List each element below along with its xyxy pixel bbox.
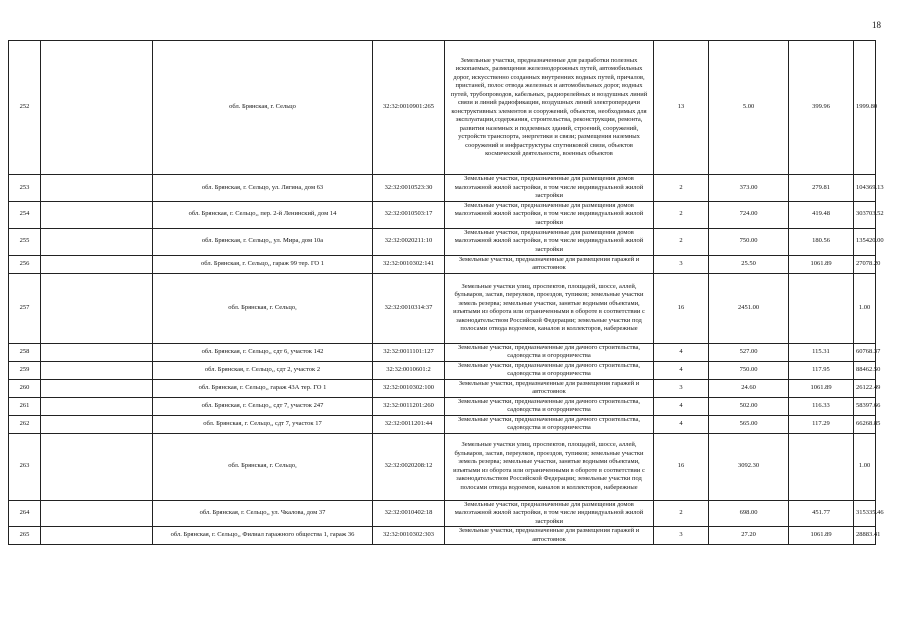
cadastral-number-cell: 32:32:0011201:260 — [373, 397, 445, 415]
table-row — [9, 175, 876, 202]
use-code-cell: 16 — [654, 273, 709, 343]
use-code-cell: 3 — [654, 527, 709, 545]
row-number: 265 — [9, 527, 41, 545]
land-use-cell: Земельные участки, предназначенные для дачного строительства, садоводства и огородничества — [445, 343, 654, 361]
cadastral-cost-cell: 315335.46 — [854, 500, 876, 527]
area-cell: 27.20 — [709, 527, 789, 545]
address-cell: обл. Брянская, г. Сельцо,, пер. 2-й Ленинский, дом 14 — [153, 201, 373, 228]
specific-value-cell: 117.29 — [789, 415, 854, 433]
specific-value-cell — [789, 273, 854, 343]
land-use-cell: Земельные участки, предназначенные для размещения домов малоэтажной жилой застройки, в том числе индивидуальной жилой застройки — [445, 175, 654, 202]
use-code-cell: 4 — [654, 343, 709, 361]
cadastral-number-cell: 32:32:0011101:127 — [373, 343, 445, 361]
use-code-cell: 2 — [654, 201, 709, 228]
specific-value-cell — [789, 433, 854, 500]
area-cell: 5.00 — [709, 41, 789, 175]
cadastral-cost-cell: 135420.00 — [854, 228, 876, 255]
specific-value-cell: 116.33 — [789, 397, 854, 415]
cadastral-cost-cell: 26122.49 — [854, 379, 876, 397]
blank-cell — [41, 415, 153, 433]
row-number: 260 — [9, 379, 41, 397]
address-cell: обл. Брянская, г. Сельцо,, сдт 7, участок 247 — [153, 397, 373, 415]
use-code-cell: 4 — [654, 361, 709, 379]
area-cell: 502.00 — [709, 397, 789, 415]
specific-value-cell: 399.96 — [789, 41, 854, 175]
table-row — [9, 379, 876, 397]
row-number: 262 — [9, 415, 41, 433]
blank-cell — [41, 201, 153, 228]
specific-value-cell: 279.81 — [789, 175, 854, 202]
address-cell: обл. Брянская, г. Сельцо, ул. Лягина, дом 63 — [153, 175, 373, 202]
address-cell: обл. Брянская, г. Сельцо, — [153, 433, 373, 500]
cadastral-number-cell: 32:32:0020211:10 — [373, 228, 445, 255]
blank-cell — [41, 343, 153, 361]
land-registry-table — [8, 40, 884, 545]
cadastral-cost-cell: 66268.85 — [854, 415, 876, 433]
land-use-cell: Земельные участки, предназначенные для размещения домов малоэтажной жилой застройки, в том числе индивидуальной жилой застройки — [445, 201, 654, 228]
row-number: 253 — [9, 175, 41, 202]
use-code-cell: 2 — [654, 228, 709, 255]
land-use-cell: Земельные участки, предназначенные для размещения домов малоэтажной жилой застройки, в том числе индивидуальной жилой застройки — [445, 500, 654, 527]
address-cell: обл. Брянская, г. Сельцо,, ул. Чкалова, дом 37 — [153, 500, 373, 527]
area-cell: 24.60 — [709, 379, 789, 397]
address-cell: обл. Брянская, г. Сельцо,, ул. Мира, дом 10а — [153, 228, 373, 255]
land-use-cell: Земельные участки, предназначенные для размещения гаражей и автостоянок — [445, 527, 654, 545]
address-cell: обл. Брянская, г. Сельцо,, гараж 99 тер. ГО 1 — [153, 255, 373, 273]
use-code-cell: 3 — [654, 255, 709, 273]
area-cell: 565.00 — [709, 415, 789, 433]
address-cell: обл. Брянская, г. Сельцо,, сдт 6, участок 142 — [153, 343, 373, 361]
land-use-cell: Земельные участки, предназначенные для размещения домов малоэтажной жилой застройки, в том числе индивидуальной жилой застройки — [445, 228, 654, 255]
use-code-cell: 3 — [654, 379, 709, 397]
cadastral-number-cell: 32:32:0010302:141 — [373, 255, 445, 273]
use-code-cell: 4 — [654, 397, 709, 415]
blank-cell — [41, 361, 153, 379]
blank-cell — [41, 527, 153, 545]
land-use-cell: Земельные участки улиц, проспектов, площадей, шоссе, аллей, бульваров, застав, переулков, проездов, тупиков; земельные участки земель резерва; земельные участки, занятые водными объектами, изъятыми из оборота или ограниченными в обороте в соответствии с законодательством Российской Федерации; земельные участки под полосами отвода водоемов, каналов и коллекторов, набережные — [445, 273, 654, 343]
cadastral-number-cell: 32:32:0010314:37 — [373, 273, 445, 343]
land-use-cell: Земельные участки, предназначенные для разработки полезных ископаемых, размещения железнодорожных путей, автомобильных дорог, искусственно созданных внутренних водных путей, причалов, пристаней, полос отвода железных и автомобильных дорог, водных путей, трубопроводов, кабельных, радиорелейных и воздушных линий связи и линий радиофикации, воздушных линий электропередачи конструктивных элементов и сооружений, объектов, необходимых для эксплуатации,содержания, строительства, реконструкции, ремонта, развития наземных и подземных зданий, строений, сооружений, устройств транспорта, энергетики и связи; размещения наземных сооружений и инфраструктуры спутниковой связи, объектов космической деятельности, военных объектов — [445, 41, 654, 175]
row-number: 252 — [9, 41, 41, 175]
cadastral-cost-cell: 58397.66 — [854, 397, 876, 415]
cadastral-number-cell: 32:32:0010901:265 — [373, 41, 445, 175]
blank-cell — [41, 379, 153, 397]
specific-value-cell: 1061.89 — [789, 379, 854, 397]
table-row — [9, 415, 876, 433]
cadastral-cost-cell: 1.00 — [854, 433, 876, 500]
table-row — [9, 527, 876, 545]
blank-cell — [41, 500, 153, 527]
cadastral-cost-cell: 28883.41 — [854, 527, 876, 545]
cadastral-cost-cell: 60768.37 — [854, 343, 876, 361]
land-use-cell: Земельные участки улиц, проспектов, площадей, шоссе, аллей, бульваров, застав, переулков, проездов, тупиков; земельные участки земель резерва; земельные участки, занятые водными объектами, изъятыми из оборота или ограниченными в обороте в соответствии с законодательством Российской Федерации; земельные участки под полосами отвода водоемов, каналов и коллекторов, набережные — [445, 433, 654, 500]
row-number: 258 — [9, 343, 41, 361]
table-row — [9, 228, 876, 255]
land-use-cell: Земельные участки, предназначенные для размещения гаражей и автостоянок — [445, 379, 654, 397]
address-cell: обл. Брянская, г. Сельцо,, сдт 2, участок 2 — [153, 361, 373, 379]
table-row — [9, 361, 876, 379]
use-code-cell: 2 — [654, 500, 709, 527]
specific-value-cell: 180.56 — [789, 228, 854, 255]
area-cell: 2451.00 — [709, 273, 789, 343]
address-cell: обл. Брянская, г. Сельцо,, гараж 43А тер. ГО 1 — [153, 379, 373, 397]
specific-value-cell: 451.77 — [789, 500, 854, 527]
row-number: 259 — [9, 361, 41, 379]
specific-value-cell: 1061.89 — [789, 527, 854, 545]
cadastral-number-cell: 32:32:0010503:17 — [373, 201, 445, 228]
cadastral-cost-cell: 303703.52 — [854, 201, 876, 228]
cadastral-number-cell: 32:32:0010601:2 — [373, 361, 445, 379]
cadastral-cost-cell: 88462.50 — [854, 361, 876, 379]
row-number: 256 — [9, 255, 41, 273]
area-cell: 527.00 — [709, 343, 789, 361]
blank-cell — [41, 273, 153, 343]
use-code-cell: 16 — [654, 433, 709, 500]
row-number: 257 — [9, 273, 41, 343]
specific-value-cell: 117.95 — [789, 361, 854, 379]
land-use-cell: Земельные участки, предназначенные для дачного строительства, садоводства и огородничества — [445, 415, 654, 433]
area-cell: 750.00 — [709, 361, 789, 379]
use-code-cell: 2 — [654, 175, 709, 202]
land-use-cell: Земельные участки, предназначенные для дачного строительства, садоводства и огородничества — [445, 361, 654, 379]
row-number: 261 — [9, 397, 41, 415]
use-code-cell: 4 — [654, 415, 709, 433]
table-row — [9, 41, 876, 175]
cadastral-cost-cell: 1.00 — [854, 273, 876, 343]
blank-cell — [41, 228, 153, 255]
cadastral-number-cell: 32:32:0011201:44 — [373, 415, 445, 433]
page-number: 18 — [872, 20, 881, 30]
address-cell: обл. Брянская, г. Сельцо,, сдт 7, участок 17 — [153, 415, 373, 433]
table-row — [9, 433, 876, 500]
address-cell: обл. Брянская, г. Сельцо, — [153, 273, 373, 343]
area-cell: 3092.30 — [709, 433, 789, 500]
table-body — [9, 41, 884, 545]
cadastral-cost-cell: 104369.13 — [854, 175, 876, 202]
address-cell: обл. Брянская, г. Сельцо — [153, 41, 373, 175]
address-cell: обл. Брянская, г. Сельцо,, Филиал гаражного общества 1, гараж 36 — [153, 527, 373, 545]
row-number: 254 — [9, 201, 41, 228]
area-cell: 750.00 — [709, 228, 789, 255]
blank-cell — [41, 397, 153, 415]
table-row — [9, 201, 876, 228]
land-use-cell: Земельные участки, предназначенные для дачного строительства, садоводства и огородничества — [445, 397, 654, 415]
table-row — [9, 397, 876, 415]
blank-cell — [41, 255, 153, 273]
cadastral-cost-cell: 27078.20 — [854, 255, 876, 273]
blank-cell — [41, 433, 153, 500]
row-number: 264 — [9, 500, 41, 527]
table-row — [9, 343, 876, 361]
specific-value-cell: 419.48 — [789, 201, 854, 228]
table-row — [9, 500, 876, 527]
row-number: 263 — [9, 433, 41, 500]
cadastral-number-cell: 32:32:0010302:100 — [373, 379, 445, 397]
cadastral-number-cell: 32:32:0010402:18 — [373, 500, 445, 527]
area-cell: 373.00 — [709, 175, 789, 202]
use-code-cell: 13 — [654, 41, 709, 175]
area-cell: 25.50 — [709, 255, 789, 273]
area-cell: 698.00 — [709, 500, 789, 527]
blank-cell — [41, 41, 153, 175]
land-use-cell: Земельные участки, предназначенные для размещения гаражей и автостоянок — [445, 255, 654, 273]
blank-cell — [41, 175, 153, 202]
cadastral-number-cell: 32:32:0010302:303 — [373, 527, 445, 545]
cadastral-cost-cell: 1999.80 — [854, 41, 876, 175]
cadastral-number-cell: 32:32:0010523:30 — [373, 175, 445, 202]
area-cell: 724.00 — [709, 201, 789, 228]
table-row — [9, 255, 876, 273]
specific-value-cell: 115.31 — [789, 343, 854, 361]
row-number: 255 — [9, 228, 41, 255]
specific-value-cell: 1061.89 — [789, 255, 854, 273]
table-row — [9, 273, 876, 343]
cadastral-number-cell: 32:32:0020208:12 — [373, 433, 445, 500]
